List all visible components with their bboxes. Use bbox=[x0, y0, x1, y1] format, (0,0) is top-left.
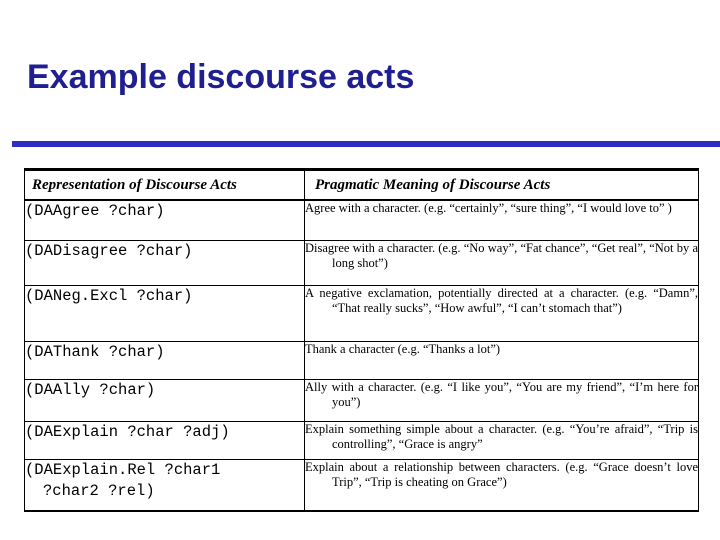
representation-cell bbox=[25, 341, 305, 379]
representation-cell bbox=[25, 200, 305, 240]
meaning-cell bbox=[305, 459, 699, 511]
representation-text-continued: ?char2 ?rel) bbox=[43, 481, 155, 500]
representation-text: (DAExplain ?char ?adj) bbox=[25, 422, 230, 441]
meaning-text: Thank a character (e.g. “Thanks a lot”) bbox=[305, 341, 501, 356]
table-row bbox=[25, 459, 699, 511]
representation-text: (DAAlly ?char) bbox=[25, 380, 156, 399]
table-row bbox=[25, 341, 699, 379]
table-row bbox=[25, 421, 699, 459]
representation-cell bbox=[25, 240, 305, 285]
table-row bbox=[25, 200, 699, 240]
representation-text: (DAExplain.Rel ?char1 bbox=[25, 460, 221, 479]
table-row bbox=[25, 240, 699, 285]
representation-text: (DAAgree ?char) bbox=[25, 202, 165, 220]
meaning-text: Explain something simple about a character. (e.g. “You’re afraid”, “Trip is controlling”, “Grace is angry” bbox=[305, 421, 698, 451]
meaning-text: Agree with a character. (e.g. “certainly”, “sure thing”, “I would love to” ) bbox=[305, 201, 672, 215]
header-representation: Representation of Discourse Acts bbox=[25, 170, 305, 201]
meaning-cell bbox=[305, 200, 699, 240]
meaning-cell bbox=[305, 341, 699, 379]
representation-cell bbox=[25, 379, 305, 421]
representation-text: (DADisagree ?char) bbox=[25, 241, 193, 260]
discourse-acts-table bbox=[24, 168, 699, 512]
meaning-text: Explain about a relationship between characters. (e.g. “Grace doesn’t love Trip”, “Trip is cheating on Grace”) bbox=[305, 459, 698, 489]
header-pragmatic-meaning: Pragmatic Meaning of Discourse Acts bbox=[305, 170, 699, 201]
meaning-cell bbox=[305, 240, 699, 285]
representation-cell bbox=[25, 285, 305, 341]
meaning-cell bbox=[305, 285, 699, 341]
table-header-row bbox=[25, 170, 699, 201]
title-underline-rule bbox=[12, 141, 720, 147]
representation-cell bbox=[25, 421, 305, 459]
table-row bbox=[25, 285, 699, 341]
table-row bbox=[25, 379, 699, 421]
slide-title: Example discourse acts bbox=[27, 58, 415, 96]
meaning-text: Disagree with a character. (e.g. “No way”, “Fat chance”, “Get real”, “Not by a long shot”) bbox=[305, 240, 698, 270]
meaning-cell bbox=[305, 379, 699, 421]
meaning-cell bbox=[305, 421, 699, 459]
representation-text: (DAThank ?char) bbox=[25, 342, 165, 361]
meaning-text: A negative exclamation, potentially directed at a character. (e.g. “Damn”, “That really sucks”, “How awful”, “I can’t stomach that”) bbox=[305, 285, 698, 315]
representation-cell bbox=[25, 459, 305, 511]
representation-text: (DANeg.Excl ?char) bbox=[25, 286, 193, 305]
meaning-text: Ally with a character. (e.g. “I like you”, “You are my friend”, “I’m here for you”) bbox=[305, 379, 698, 409]
